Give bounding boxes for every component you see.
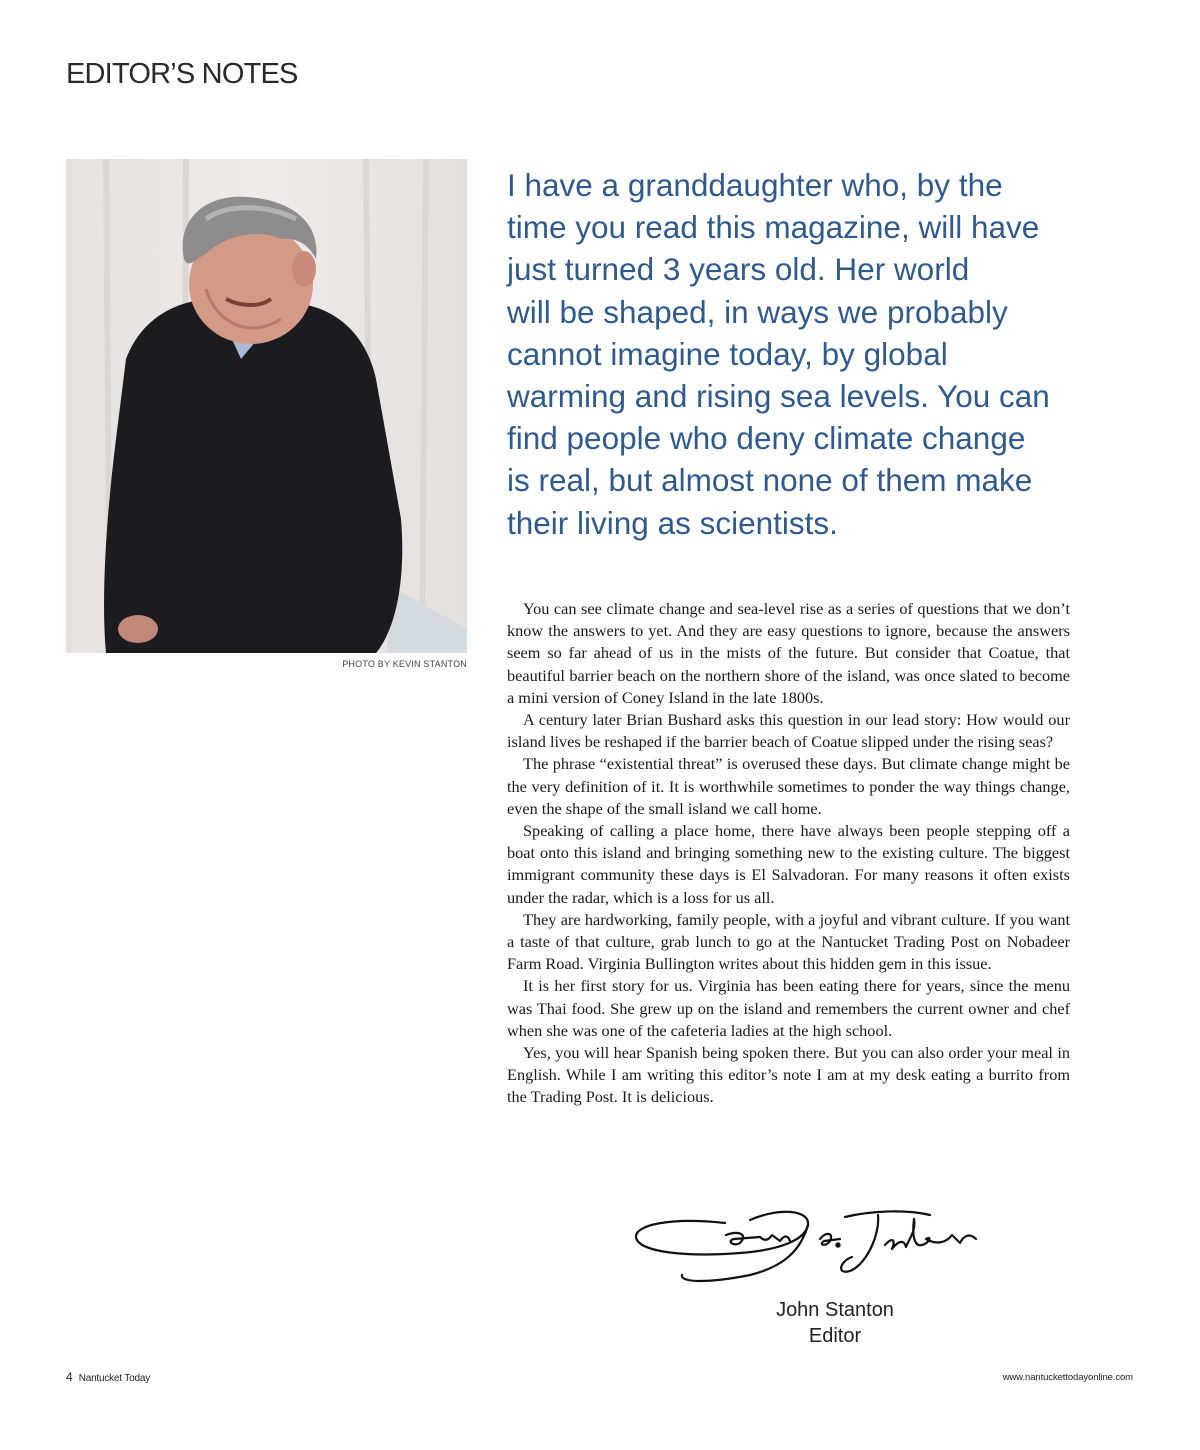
body-paragraph: It is her first story for us. Virginia has been eating there for years, since the menu was Thai food. She grew up on the island and remembers the current owner and chef when she was one of the cafeteria ladies at the high school. xyxy=(507,976,1070,1040)
pull-quote-line: is real, but almost none of them make xyxy=(507,462,1033,499)
pull-quote-line: find people who deny climate change xyxy=(507,420,1026,457)
body-paragraph: You can see climate change and sea-level rise as a series of questions that we don’t know the answers to yet. And they are easy questions to ignore, because the answers seem so far ahead of us in the mists of the future. But consider that Coatue, that beautiful barrier beach on the northern shore of the island, was once slated to become a mini version of Coney Island in the late 1800s. xyxy=(507,599,1070,707)
handwritten-signature xyxy=(630,1195,990,1295)
body-paragraph: The phrase “existential threat” is overused these days. But climate change might be the very definition of it. It is worthwhile sometimes to ponder the way things change, even the shape of the small island we call home. xyxy=(507,754,1070,818)
editor-portrait-photo xyxy=(66,159,467,653)
section-title: EDITOR’S NOTES xyxy=(66,58,298,90)
website-url: www.nantuckettodayonline.com xyxy=(1002,1372,1133,1383)
editor-role: Editor xyxy=(808,1325,862,1347)
article-body xyxy=(507,598,1070,1109)
body-paragraph: A century later Brian Bushard asks this question in our lead story: How would our island lives be reshaped if the barrier beach of Coatue slipped under the rising seas? xyxy=(507,710,1070,752)
page-number: 4 xyxy=(66,1370,73,1384)
body-paragraph: Speaking of calling a place home, there have always been people stepping off a boat onto this island and bringing something new to the existing culture. The biggest immigrant community these days is El Salvadoran. For many reasons it often exists under the radar, which is a loss for us all. xyxy=(507,821,1070,907)
pull-quote-line: will be shaped, in ways we probably xyxy=(507,293,1008,330)
pull-quote-line: warming and rising sea levels. You can xyxy=(507,378,1050,415)
pull-quote xyxy=(507,164,1107,544)
portrait-illustration xyxy=(66,159,467,653)
pull-quote-line: cannot imagine today, by global xyxy=(507,335,948,372)
publication-name: Nantucket Today xyxy=(78,1373,150,1384)
pull-quote-line: time you read this magazine, will have xyxy=(507,209,1040,246)
page-footer-left xyxy=(66,1370,150,1384)
pull-quote-line: their living as scientists. xyxy=(507,504,838,541)
body-paragraph: They are hardworking, family people, with a joyful and vibrant culture. If you want a taste of that culture, grab lunch to go at the Nantucket Trading Post on Nobadeer Farm Road. Virginia Bullington writes about this hidden gem in this issue. xyxy=(507,909,1070,974)
pull-quote-line: I have a granddaughter who, by the xyxy=(507,167,1003,203)
body-paragraph: Yes, you will hear Spanish being spoken there. But you can also order your meal in English. While I am writing this editor’s note I am at my desk eating a burrito from the Trading Post. It is delicious. xyxy=(507,1043,1070,1107)
pull-quote-line: just turned 3 years old. Her world xyxy=(507,251,970,288)
editor-name: John Stanton xyxy=(776,1299,894,1321)
photo-credit: PHOTO BY KEVIN STANTON xyxy=(342,659,467,669)
